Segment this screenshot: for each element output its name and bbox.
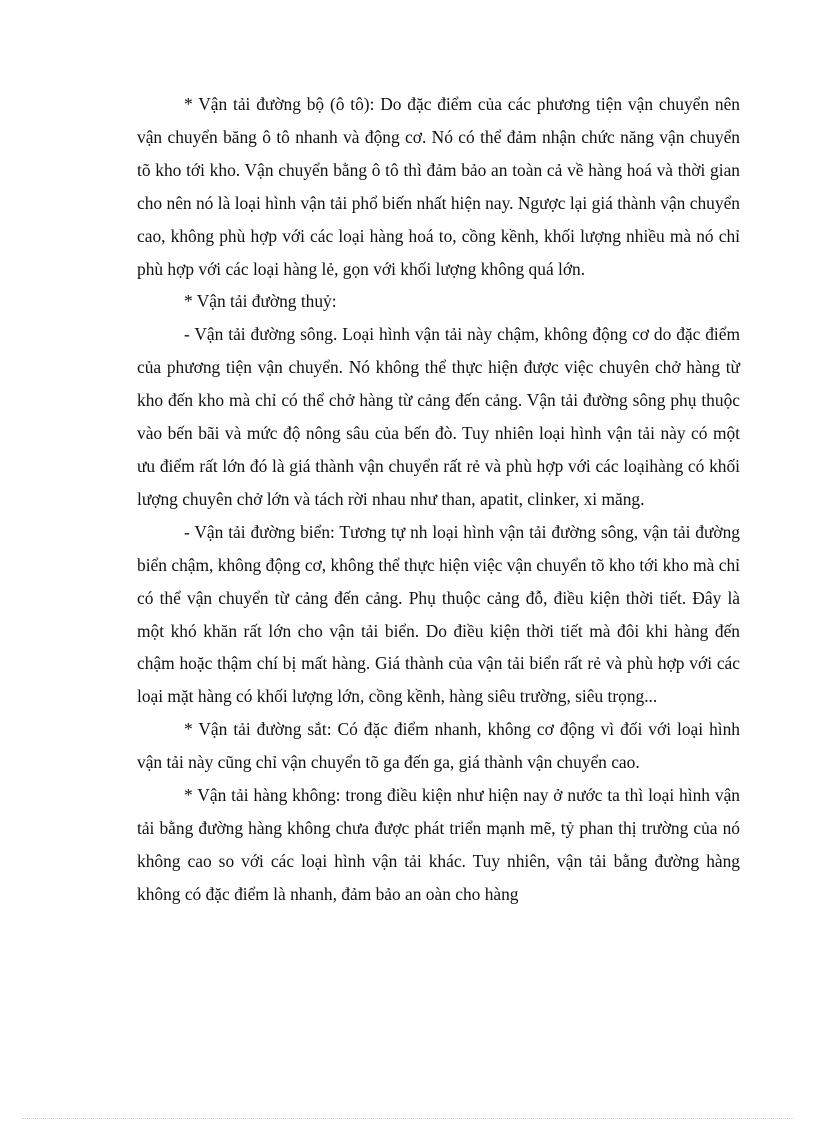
paragraph-waterway-heading: * Vận tải đường thuỷ: bbox=[184, 291, 337, 312]
paragraph-sea-transport: - Vận tải đường biển: Tương tự nh loại hình vận tải đường sông, vận tải đường biển chậm, không động cơ, không thể thực hiện việc vận chuyển tõ kho tới kho mà chỉ có thể vận chuyển từ cảng đến cảng. Phụ thuộc cảng đỗ, điều kiện thời tiết. Đây là một khó khăn rất lớn cho vận tải biển. Do điều kiện thời tiết mà đôi khi hàng đến chậm hoặc thậm chí bị mất hàng. Giá thành của vận tải biển rất rẻ và phù hợp với các loại mặt hàng có khối lượng lớn, cồng kềnh, hàng siêu trường, siêu trọng... bbox=[137, 521, 740, 707]
paragraph-road-transport: * Vận tải đường bộ (ô tô): Do đặc điểm của các phương tiện vận chuyển nên vận chuyển băng ô tô nhanh và động cơ. Nó có thể đảm nhận chức năng vận chuyển tõ kho tới kho. Vận chuyển bằng ô tô thì đảm bảo an toàn cả về hàng hoá và thời gian cho nên nó là loại hình vận tải phổ biến nhất hiện nay. Ngược lại giá thành vận chuyển cao, không phù hợp với các loại hàng hoá to, cồng kềnh, khối lượng nhiều mà nó chỉ phù hợp với các loại hàng lẻ, gọn với khối lượng không quá lớn. bbox=[137, 94, 740, 279]
paragraph-river-transport: - Vận tải đường sông. Loại hình vận tải này chậm, không động cơ do đặc điểm của phương tiện vận chuyển. Nó không thể thực hiện được việc chuyên chở hàng từ kho đến kho mà chỉ có thể chở hàng từ cảng đến cảng. Vận tải đường sông phụ thuộc vào bến bãi và mức độ nông sâu của bến đò. Tuy nhiên loại hình vận tải này có một ưu điểm rất lớn đó là giá thành vận chuyển rất rẻ và phù hợp với các loạihàng có khối lượng chuyên chở lớn và tách rời nhau như than, apatit, clinker, xi măng. bbox=[137, 324, 740, 509]
paragraph-rail-transport: * Vận tải đường sắt: Có đặc điểm nhanh, không cơ động vì đối với loại hình vận tải này cũng chỉ vận chuyển tõ ga đến ga, giá thành vận chuyển cao. bbox=[137, 719, 740, 773]
page-bottom-divider bbox=[22, 1118, 794, 1119]
document-page bbox=[137, 88, 740, 911]
paragraph-air-transport: * Vận tải hàng không: trong điều kiện như hiện nay ở nước ta thì loại hình vận tải bằng đường hàng không chưa được phát triển mạnh mẽ, tỷ phan thị trường của nó không cao so với các loại hình vận tải khác. Tuy nhiên, vận tải bằng đường hàng không có đặc điểm là nhanh, đảm bảo an oàn cho hàng bbox=[137, 785, 740, 904]
